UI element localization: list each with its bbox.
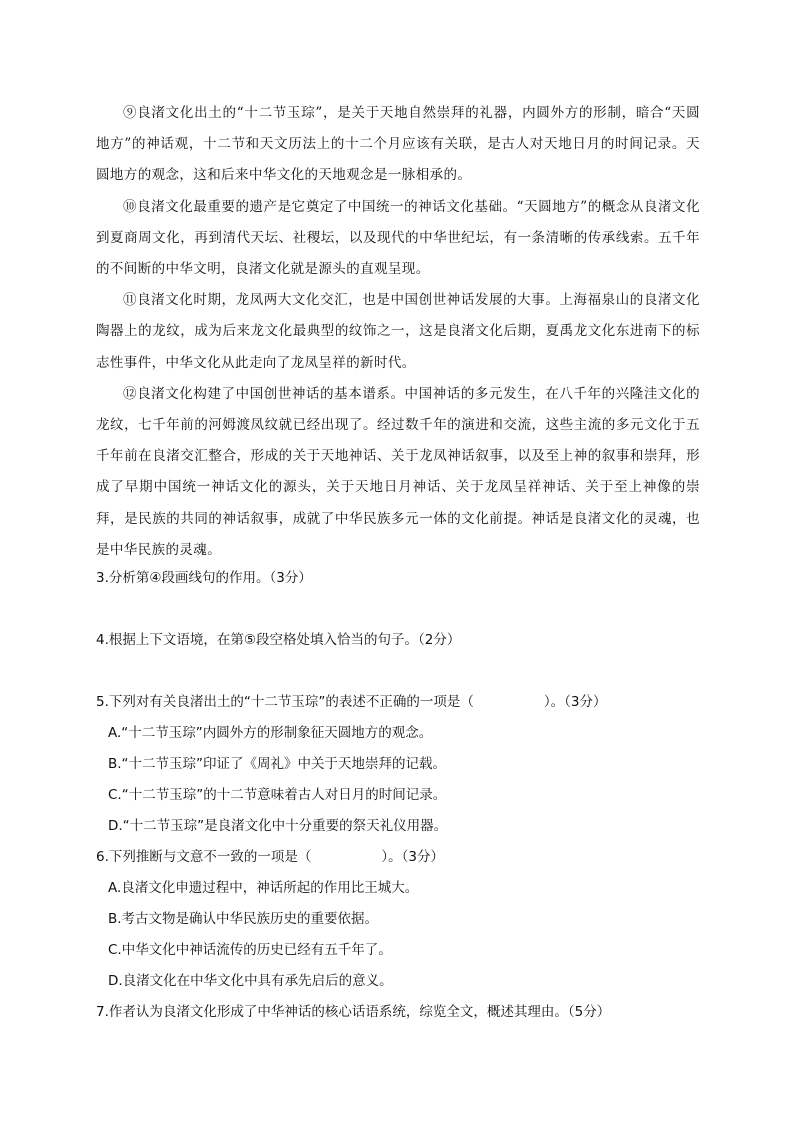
answer-space-4	[96, 656, 716, 687]
paragraph-12: ⑫良渚文化构建了中国创世神话的基本谱系。中国神话的多元发生，在八千年的兴隆洼文化的龙纹，七千年前的河姆渡凤纹就已经出现了。经过数千年的演进和交流，这些主流的多元文化于五千年前在良渚交汇整合，形成的关于天地神话、关于龙凤神话叙事，以及至上神的叙事和崇拜，形成了早期中国统一神话文化的源头，关于天地日月神话、关于龙凤呈祥神话、关于至上神像的崇拜，是民族的共同的神话叙事，成就了中华民族多元一体的文化前提。神话是良渚文化的灵魂，也是中华民族的灵魂。	[96, 385, 700, 558]
reading-passage	[96, 98, 700, 566]
question-6-stem-a: 6.下列推断与文意不一致的一项是（	[96, 849, 312, 865]
paragraph-11: ⑪良渚文化时期，龙凤两大文化交汇，也是中国创世神话发展的大事。上海福泉山的良渚文化陶器上的龙纹，成为后来龙文化最典型的纹饰之一，这是良渚文化后期，夏禹龙文化东进南下的标志性事件，中华文化从此走向了龙凤呈祥的新时代。	[96, 292, 700, 371]
question-6-stem-b: ）。（3分）	[381, 849, 444, 865]
question-5-option-b: B.“十二节玉琮”印证了《周礼》中关于天地崇拜的记载。	[108, 756, 447, 772]
question-5-option-a: A.“十二节玉琮”内圆外方的形制象征天圆地方的观念。	[108, 725, 433, 741]
paragraph-10: ⑩良渚文化最重要的遗产是它奠定了中国统一的神话文化基础。“天圆地方”的概念从良渚文化到夏商周文化，再到清代天坛、社稷坛，以及现代的中华世纪坛，有一条清晰的传承线索。五千年的不间断的中华文明，良渚文化就是源头的直观呈现。	[96, 198, 700, 278]
question-5-stem-b: ）。（3分）	[543, 694, 607, 710]
question-6-option-c: C.中华文化中神话流传的历史已经有五千年了。	[108, 942, 392, 958]
question-6	[96, 842, 716, 873]
question-5-stem-a: 5.下列对有关良渚出土的“十二节玉琮”的表述不正确的一项是（	[96, 694, 474, 710]
question-6-option-d: D.良渚文化在中华文化中具有承先启后的意义。	[108, 973, 393, 989]
paragraph-9: ⑨良渚文化出土的“十二节玉琮”，是关于天地自然崇拜的礼器，内圆外方的形制，暗合“天圆地方”的神话观，十二节和天文历法上的十二个月应该有关联，是古人对天地日月的时间记录。天圆地方的观念，这和后来中华文化的天地观念是一脉相承的。	[96, 105, 700, 184]
question-5-option-c: C.“十二节玉琮”的十二节意味着古人对日月的时间记录。	[108, 787, 447, 803]
question-7: 7.作者认为良渚文化形成了中华神话的核心话语系统，综览全文，概述其理由。（5分）	[96, 1004, 611, 1020]
answer-space-3	[96, 594, 716, 625]
question-6-option-a: A.良渚文化申遗过程中，神话所起的作用比王城大。	[108, 880, 419, 896]
question-section	[96, 563, 716, 1028]
question-3: 3.分析第④段画线句的作用。（3分）	[96, 570, 312, 586]
question-5-option-d: D.“十二节玉琮”是良渚文化中十分重要的祭天礼仪用器。	[108, 818, 448, 834]
question-4: 4.根据上下文语境，在第⑤段空格处填入恰当的句子。（2分）	[96, 632, 461, 648]
question-5	[96, 687, 716, 718]
question-6-option-b: B.考古文物是确认中华民族历史的重要依据。	[108, 911, 379, 927]
